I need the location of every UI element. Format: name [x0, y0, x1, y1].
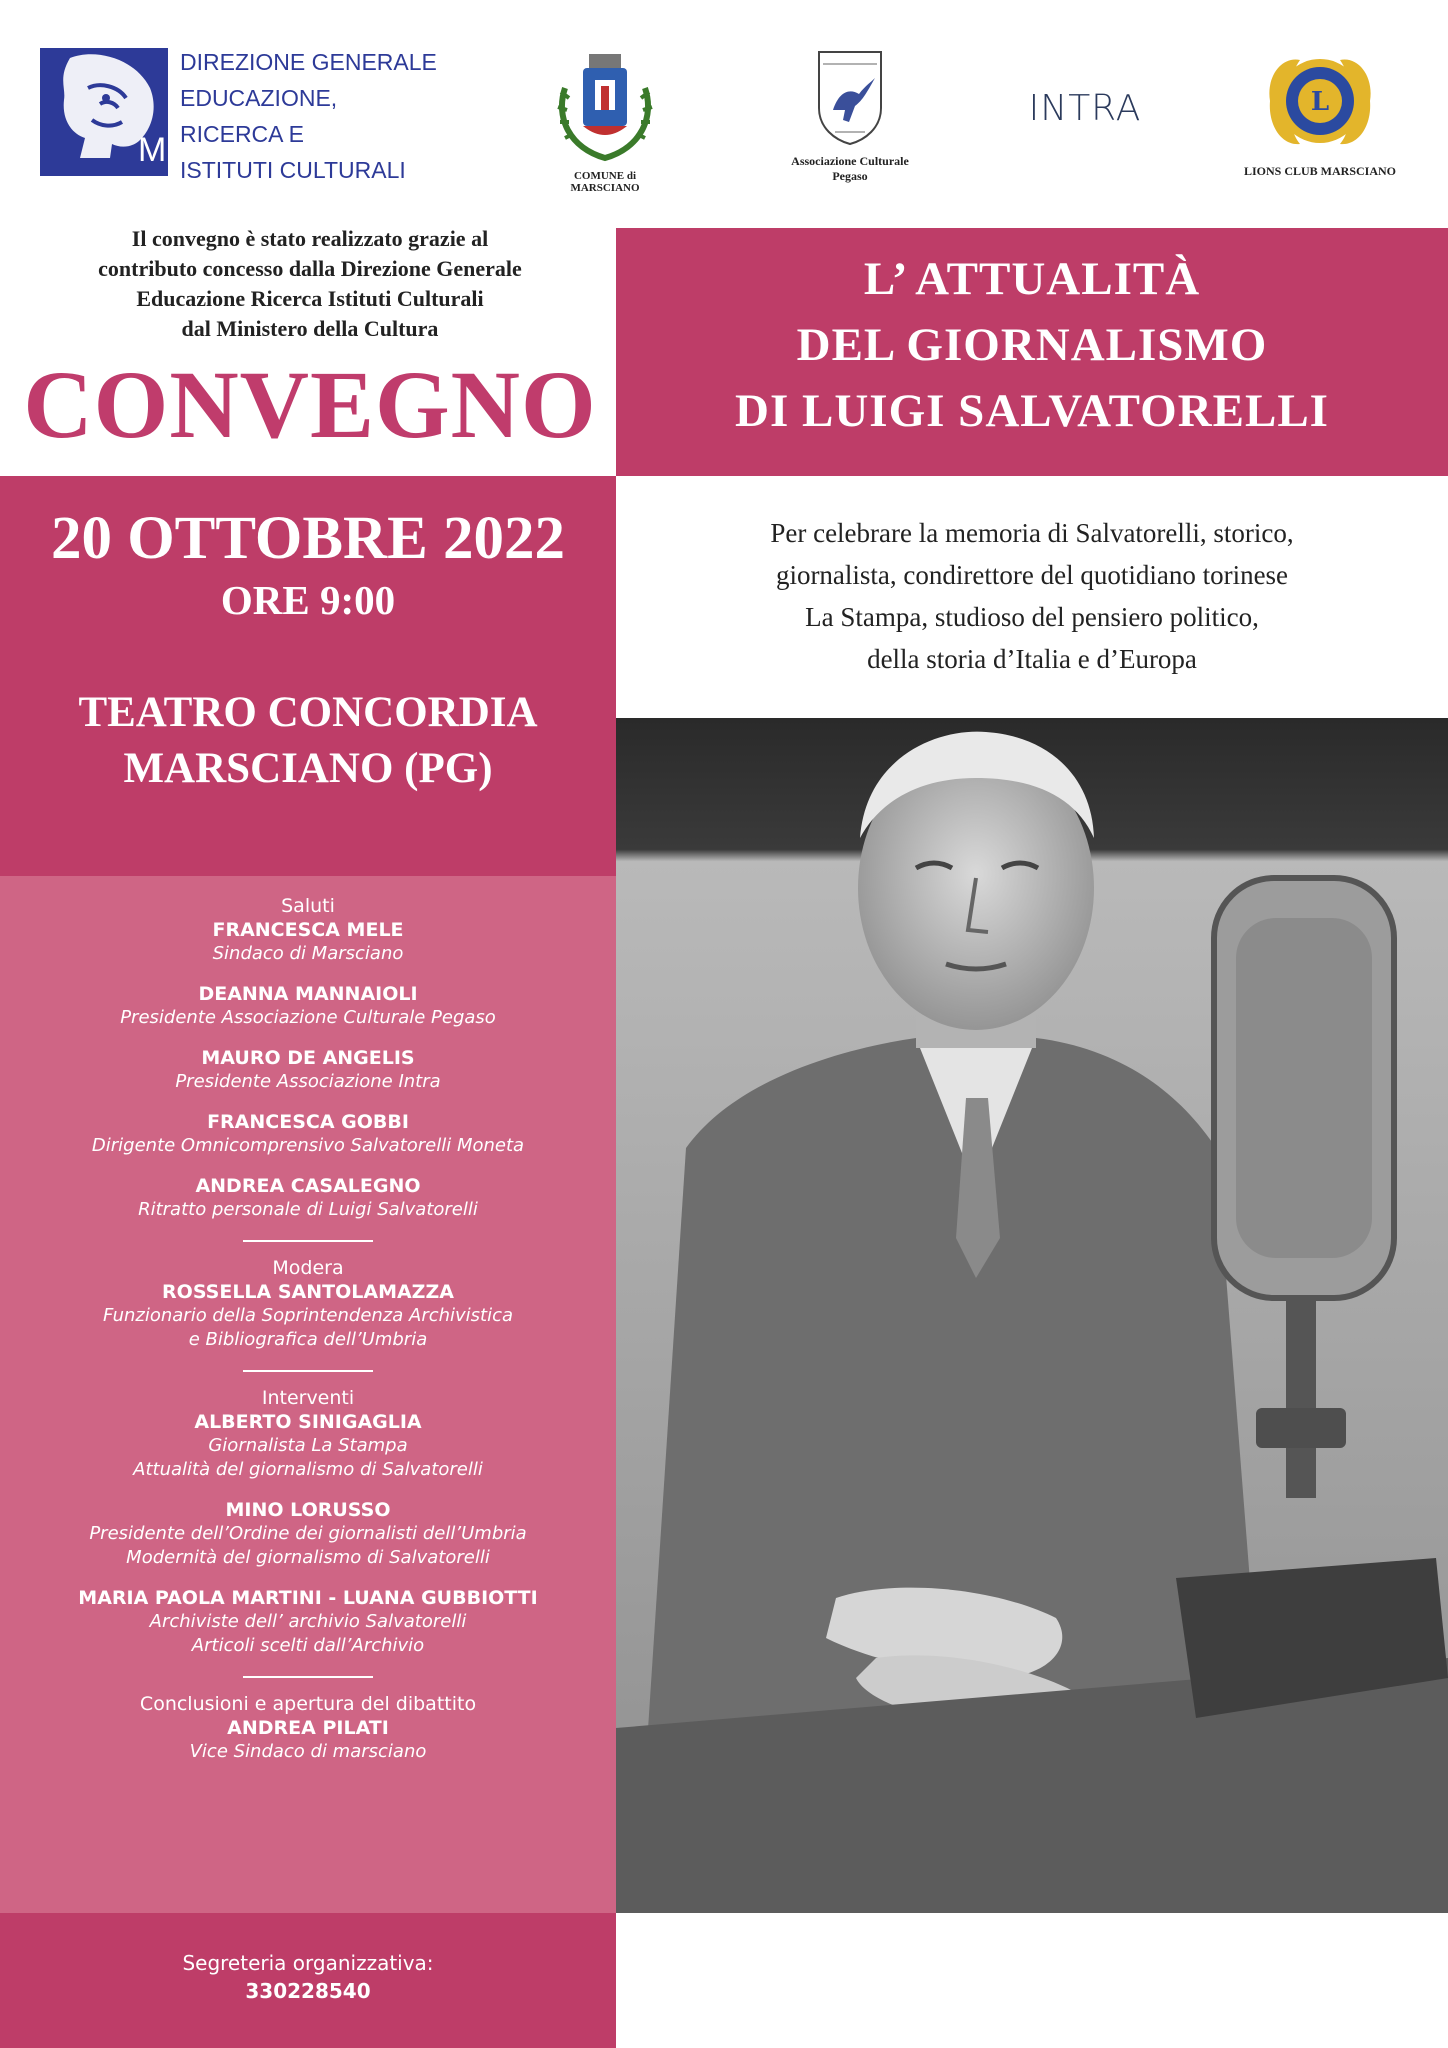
title-line: L’ ATTUALITÀ [863, 253, 1201, 305]
section-label: Modera [272, 1257, 344, 1279]
speaker-name: MAURO DE ANGELIS [201, 1047, 415, 1069]
description-line: La Stampa, studioso del pensiero politico, [805, 602, 1259, 632]
speaker-role: e Bibliografica dell’Umbria [188, 1329, 428, 1350]
speaker [0, 1046, 616, 1094]
section-divider [243, 1370, 373, 1372]
speaker [0, 1410, 616, 1482]
speaker-name: ROSSELLA SANTOLAMAZZA [162, 1281, 454, 1303]
speaker [0, 1280, 616, 1352]
event-time: ORE 9:00 [220, 577, 396, 623]
speaker-role: Presidente dell’Ordine dei giornalisti dell’Umbria [89, 1523, 527, 1544]
section-label: Conclusioni e apertura del dibattito [139, 1693, 477, 1715]
speaker [0, 1716, 616, 1764]
event-venue-line: MARSCIANO (PG) [123, 745, 493, 792]
comune-logo [545, 48, 665, 194]
mic-title [180, 44, 437, 188]
speaker-role: Ritratto personale di Luigi Salvatorelli [138, 1199, 478, 1220]
speaker-role: Giornalista La Stampa [208, 1435, 408, 1456]
lions-emblem-icon [1260, 46, 1380, 156]
speaker-name: ALBERTO SINIGAGLIA [194, 1411, 422, 1433]
sponsor-note [30, 224, 590, 344]
pegaso-logo [770, 48, 930, 184]
speaker-role: Attualità del giornalismo di Salvatorelli [133, 1459, 483, 1480]
section-label: Interventi [261, 1387, 355, 1409]
speaker [0, 1110, 616, 1158]
program-panel [0, 876, 616, 1913]
title-line: DI LUIGI SALVATORELLI [735, 385, 1329, 437]
pegaso-caption-line: Pegaso [832, 169, 868, 183]
description-line: della storia d’Italia e d’Europa [867, 644, 1197, 674]
speaker-role: Dirigente Omnicomprensivo Salvatorelli Moneta [91, 1135, 525, 1156]
section-divider [243, 1676, 373, 1678]
intra-wordmark: INTRA [1028, 88, 1142, 129]
mic-line: DIREZIONE GENERALE [180, 49, 437, 75]
mic-line: EDUCAZIONE, [180, 85, 338, 111]
pegaso-caption-line: Associazione Culturale [791, 154, 909, 168]
secretariat-info [0, 1949, 616, 2005]
section-label: Saluti [281, 895, 335, 917]
speaker [0, 918, 616, 966]
speaker-name: MINO LORUSSO [225, 1499, 391, 1521]
speaker [0, 1174, 616, 1222]
mic-abbr: MiC [138, 131, 199, 169]
svg-text:L: L [1310, 87, 1330, 117]
speaker-role: Articoli scelti dall’Archivio [191, 1635, 425, 1656]
comune-crest-icon [545, 48, 665, 163]
lions-logo [1225, 46, 1415, 179]
speaker-name: FRANCESCA MELE [212, 919, 404, 941]
mic-emblem-icon [40, 48, 199, 176]
secretariat-label: Segreteria organizzativa: [182, 1951, 434, 1975]
sponsor-note-line: Educazione Ricerca Istituti Culturali [136, 286, 484, 311]
speaker-name: DEANNA MANNAIOLI [198, 983, 418, 1005]
intra-logo [1005, 88, 1165, 129]
event-description [616, 512, 1448, 680]
pegaso-caption [770, 154, 930, 184]
speaker-name: FRANCESCA GOBBI [207, 1111, 409, 1133]
section-divider [243, 1240, 373, 1242]
event-venue-line: TEATRO CONCORDIA [78, 689, 538, 736]
speaker-name: ANDREA CASALEGNO [195, 1175, 421, 1197]
lions-caption: LIONS CLUB MARSCIANO [1243, 164, 1397, 178]
title-line: DEL GIORNALISMO [796, 319, 1268, 371]
pegaso-shield-icon [815, 48, 885, 146]
sponsor-note-line: dal Ministero della Cultura [181, 316, 439, 341]
date-band [0, 476, 616, 876]
sponsor-note-line: contributo concesso dalla Direzione Generale [98, 256, 522, 281]
mic-logo [40, 44, 445, 183]
speaker-role: Modernità del giornalismo di Salvatorelli [126, 1547, 490, 1568]
footer-blank [616, 1913, 1448, 2048]
mic-line: RICERCA E [180, 121, 304, 147]
convegno-heading: CONVEGNO [23, 351, 597, 458]
description-line: giornalista, condirettore del quotidiano torinese [775, 560, 1289, 590]
speaker-role: Funzionario della Soprintendenza Archivistica [102, 1305, 514, 1326]
speaker [0, 1586, 616, 1658]
event-date: 20 OTTOBRE 2022 [50, 505, 566, 572]
speaker [0, 982, 616, 1030]
speaker-name: MARIA PAOLA MARTINI - LUANA GUBBIOTTI [78, 1587, 538, 1609]
speaker-role: Presidente Associazione Culturale Pegaso [120, 1007, 496, 1028]
comune-caption: COMUNE di MARSCIANO [570, 170, 640, 194]
mic-line: ISTITUTI CULTURALI [180, 157, 406, 183]
description-line: Per celebrare la memoria di Salvatorelli, storico, [770, 518, 1294, 548]
logo-bar [0, 0, 1448, 215]
secretariat-phone: 330228540 [245, 1979, 371, 2003]
speaker-role: Presidente Associazione Intra [175, 1071, 441, 1092]
program-list [0, 894, 616, 1764]
speaker-role: Sindaco di Marsciano [212, 943, 404, 964]
footer-band [0, 1913, 616, 2048]
speaker-name: ANDREA PILATI [227, 1717, 389, 1739]
speaker-role: Archiviste dell’ archivio Salvatorelli [149, 1611, 467, 1632]
sponsor-note-line: Il convegno è stato realizzato grazie al [131, 226, 489, 251]
portrait-photo [616, 718, 1448, 1913]
speaker-role: Vice Sindaco di marsciano [189, 1741, 427, 1762]
speaker [0, 1498, 616, 1570]
title-band [616, 228, 1448, 476]
